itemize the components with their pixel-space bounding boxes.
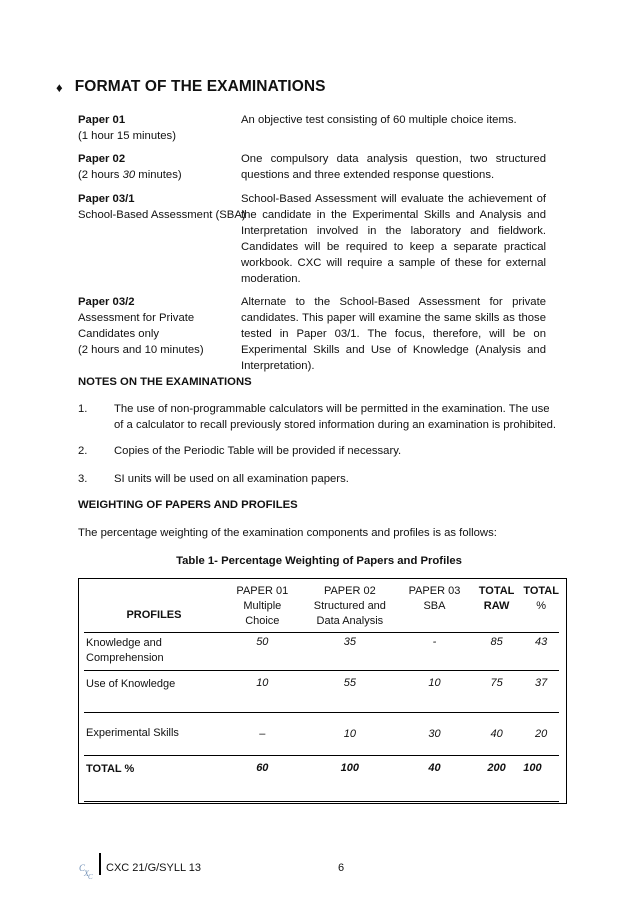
paper-03-2-subtitle-1: Assessment for Private	[78, 312, 195, 324]
cell-raw: 75	[470, 670, 523, 712]
header-total-pct-title: TOTAL	[523, 585, 559, 597]
cell-raw: 200	[470, 755, 523, 801]
cell-p01: 10	[224, 670, 301, 712]
cell-raw: 40	[470, 712, 523, 755]
header-total-raw-sub: RAW	[483, 600, 510, 612]
diamond-bullet-icon: ♦	[56, 79, 63, 95]
paper-02-description: One compulsory data analysis question, two structured questions and three extended response questions.	[241, 153, 546, 181]
header-profiles	[84, 584, 224, 632]
note-1-text: The use of non-programmable calculators will be permitted in the examination. The use of a calculator to recall previously stored information during an examination is prohibited.	[114, 403, 557, 431]
paper-02-duration	[78, 167, 182, 183]
cell-p03: 40	[399, 755, 470, 801]
row-label-line-2: Comprehension	[86, 651, 164, 664]
logo-letter-c2: C	[88, 873, 93, 880]
note-3-number: 3.	[78, 473, 88, 485]
note-1-number: 1.	[78, 403, 88, 415]
paper-01-label	[78, 112, 176, 144]
header-paper-02-sub2: Data Analysis	[316, 615, 384, 627]
header-paper-03-sub1: SBA	[423, 600, 446, 612]
page-number: 6	[338, 862, 345, 874]
cell-pct: 37	[523, 670, 559, 712]
header-total-pct	[523, 584, 559, 632]
header-total-raw	[470, 584, 523, 632]
cell-p03: 30	[399, 712, 470, 755]
row-label-experimental-skills: Experimental Skills	[84, 712, 224, 755]
cell-p01: –	[224, 712, 301, 755]
cell-p03: -	[399, 632, 470, 670]
paper-01-duration: (1 hour 15 minutes)	[78, 130, 176, 142]
weighting-heading: WEIGHTING OF PAPERS AND PROFILES	[78, 499, 298, 511]
section-heading	[56, 78, 326, 96]
paper-03-2-title: Paper 03/2	[78, 296, 135, 308]
paper-03-2-description: Alternate to the School-Based Assessment for private candidates. This paper will examine the same skills as those tested in Paper 03/1. The focus, therefore, will be on Experimental Skills and Use of Knowledge (Analysis and Interpretation).	[241, 296, 546, 372]
header-paper-03	[399, 584, 470, 632]
header-total-pct-sub: %	[536, 600, 547, 612]
paper-02-label	[78, 151, 182, 183]
footer-syllabus-code: CXC 21/G/SYLL 13	[106, 862, 201, 874]
paper-03-2-subtitle-2: Candidates only	[78, 328, 160, 340]
header-paper-01-sub2: Choice	[245, 615, 280, 627]
paper-02-duration-prefix: (2 hours	[78, 169, 123, 181]
header-paper-01-title: PAPER 01	[236, 585, 289, 597]
footer-divider	[99, 853, 101, 875]
cell-p02: 10	[301, 712, 399, 755]
table-row-total	[84, 755, 559, 801]
header-paper-01-sub1: Multiple	[243, 600, 282, 612]
row-label-knowledge	[84, 632, 224, 670]
table-row	[84, 632, 559, 670]
logo-letter-c1: C	[79, 863, 86, 873]
paper-03-1-subtitle: School-Based Assessment (SBA)	[78, 209, 246, 221]
section-title: FORMAT OF THE EXAMINATIONS	[74, 78, 326, 95]
header-paper-03-title: PAPER 03	[408, 585, 461, 597]
note-2-number: 2.	[78, 445, 88, 457]
logo-letter-x: X	[84, 869, 89, 878]
cell-pct: 43	[523, 632, 559, 670]
cell-p03: 10	[399, 670, 470, 712]
note-3-text: SI units will be used on all examination papers.	[114, 473, 349, 485]
cxc-logo-icon	[78, 860, 96, 880]
cell-p01: 60	[224, 755, 301, 801]
paper-02-title: Paper 02	[78, 153, 126, 165]
header-profiles-text: PROFILES	[126, 609, 182, 622]
table-header-row	[84, 584, 559, 632]
cell-p02: 55	[301, 670, 399, 712]
header-total-raw-title: TOTAL	[478, 585, 515, 597]
header-paper-02	[301, 584, 399, 632]
paper-01-description: An objective test consisting of 60 multiple choice items.	[241, 114, 517, 126]
paper-03-2-label	[78, 294, 204, 358]
weighting-intro: The percentage weighting of the examination components and profiles is as follows:	[78, 527, 497, 539]
notes-heading: NOTES ON THE EXAMINATIONS	[78, 376, 252, 388]
header-paper-02-sub1: Structured and	[313, 600, 386, 612]
cell-p01: 50	[224, 632, 301, 670]
header-paper-01	[224, 584, 301, 632]
cell-pct: 100	[523, 755, 559, 801]
row-label-line-1: Knowledge and	[86, 636, 162, 649]
paper-03-1-label	[78, 191, 246, 223]
weighting-table	[84, 584, 559, 802]
table-caption: Table 1- Percentage Weighting of Papers and Profiles	[176, 555, 462, 567]
cell-p02: 100	[301, 755, 399, 801]
paper-02-duration-suffix: minutes)	[135, 169, 182, 181]
table-row	[84, 712, 559, 755]
row-label-use-of-knowledge: Use of Knowledge	[84, 670, 224, 712]
cell-raw: 85	[470, 632, 523, 670]
cell-pct: 20	[523, 712, 559, 755]
row-label-total: TOTAL %	[84, 755, 224, 801]
paper-03-1-title: Paper 03/1	[78, 193, 135, 205]
header-paper-02-title: PAPER 02	[323, 585, 376, 597]
paper-02-duration-minutes: 30	[122, 169, 136, 181]
note-2-text: Copies of the Periodic Table will be provided if necessary.	[114, 445, 402, 457]
cell-p02: 35	[301, 632, 399, 670]
paper-03-1-description: School-Based Assessment will evaluate the achievement of the candidate in the Experimental Skills and Analysis and Interpretation involved in the laboratory and fieldwork. Candidates will be required to keep a separate practical workbook. CXC will require a sample of these for external moderation.	[241, 193, 546, 285]
paper-03-2-duration: (2 hours and 10 minutes)	[78, 344, 204, 356]
table-row	[84, 670, 559, 712]
paper-01-title: Paper 01	[78, 114, 126, 126]
